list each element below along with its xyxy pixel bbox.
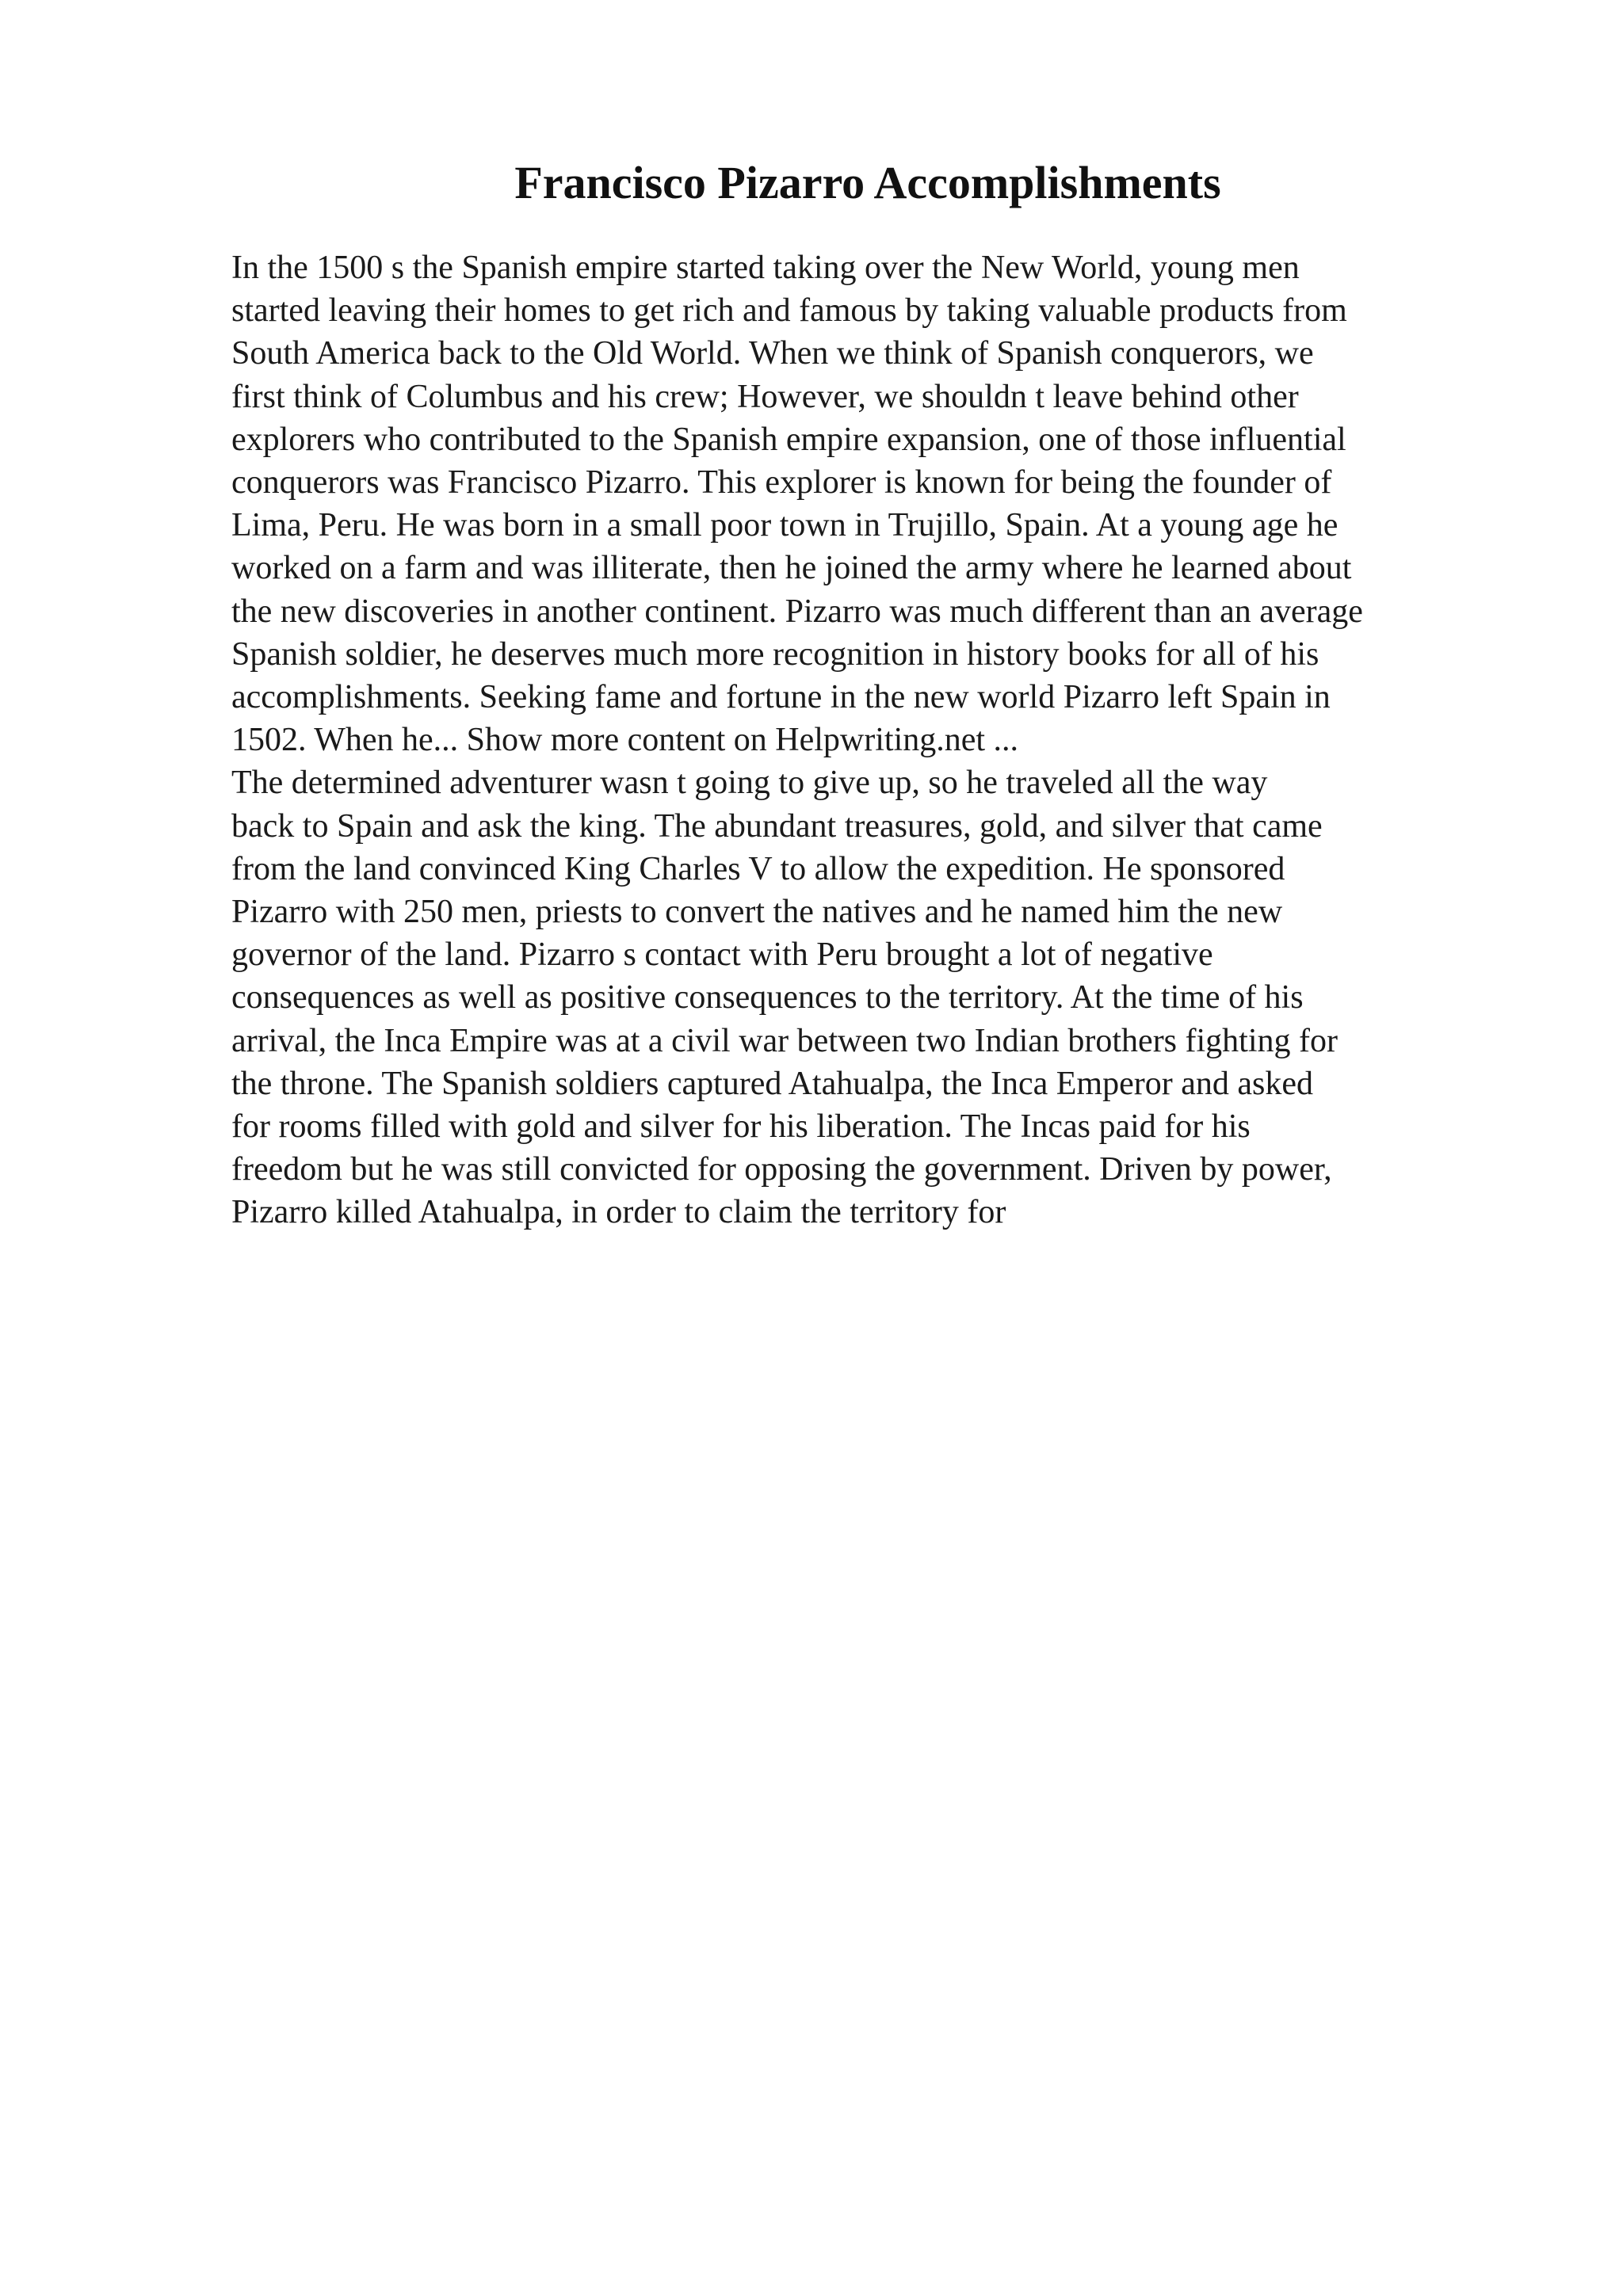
body-line: South America back to the Old World. When we think of Spanish conquerors, we bbox=[231, 335, 1314, 372]
body-line: worked on a farm and was illiterate, then he joined the army where he learned about bbox=[231, 550, 1352, 587]
body-line: In the 1500 s the Spanish empire started taking over the New World, young men bbox=[231, 250, 1300, 286]
body-line: 1502. When he... Show more content on Helpwriting.net ... bbox=[231, 722, 1019, 759]
body-line: the new discoveries in another continent. Pizarro was much different than an average bbox=[231, 593, 1363, 630]
body-line: Spanish soldier, he deserves much more recognition in history books for all of his bbox=[231, 635, 1319, 673]
body-line: conquerors was Francisco Pizarro. This explorer is known for being the founder of bbox=[231, 464, 1332, 502]
document-body bbox=[231, 246, 1515, 1234]
body-line: explorers who contributed to the Spanish empire expansion, one of those influential bbox=[231, 421, 1346, 458]
body-line: first think of Columbus and his crew; However, we shouldn t leave behind other bbox=[231, 378, 1299, 415]
body-line: from the land convinced King Charles V to allow the expedition. He sponsored bbox=[231, 850, 1285, 887]
body-line: the throne. The Spanish soldiers captured Atahualpa, the Inca Emperor and asked bbox=[231, 1065, 1313, 1102]
body-line: for rooms filled with gold and silver for his liberation. The Incas paid for his bbox=[231, 1108, 1251, 1146]
body-line: governor of the land. Pizarro s contact with Peru brought a lot of negative bbox=[231, 936, 1213, 974]
body-line: The determined adventurer wasn t going to give up, so he traveled all the way bbox=[231, 765, 1268, 802]
body-line: Lima, Peru. He was born in a small poor town in Trujillo, Spain. At a young age he bbox=[231, 507, 1338, 544]
body-line: back to Spain and ask the king. The abundant treasures, gold, and silver that came bbox=[231, 807, 1323, 845]
body-line: Pizarro with 250 men, priests to convert the natives and he named him the new bbox=[231, 894, 1283, 931]
body-line: Pizarro killed Atahualpa, in order to claim the territory for bbox=[231, 1194, 1006, 1231]
body-line: accomplishments. Seeking fame and fortune in the new world Pizarro left Spain in bbox=[231, 679, 1331, 716]
body-line: consequences as well as positive consequences to the territory. At the time of his bbox=[231, 979, 1304, 1016]
body-line: started leaving their homes to get rich and famous by taking valuable products from bbox=[231, 292, 1347, 330]
document-title: Francisco Pizarro Accomplishments bbox=[514, 157, 1221, 208]
body-line: freedom but he was still convicted for opposing the government. Driven by power, bbox=[231, 1151, 1332, 1188]
body-line: arrival, the Inca Empire was at a civil war between two Indian brothers fighting for bbox=[231, 1022, 1338, 1059]
